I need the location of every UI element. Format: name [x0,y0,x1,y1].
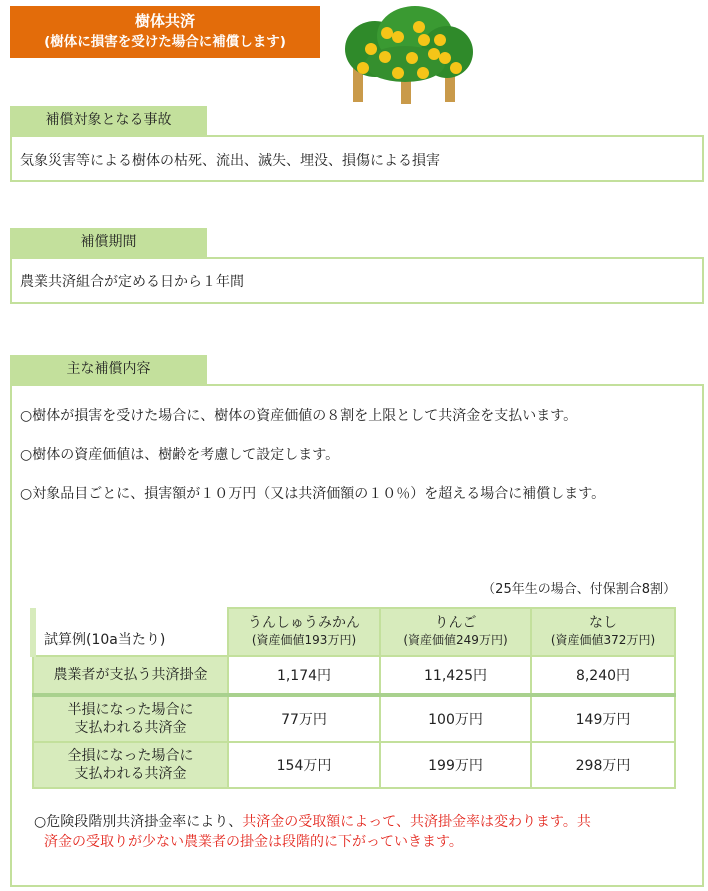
column-header-pear [531,608,675,656]
accident-text: 気象災害等による樹体の枯死、流出、滅失、埋没、損傷による損害 [20,153,440,169]
page-subtitle: (樹体に損害を受けた場合に補償します) [44,34,286,50]
table-note: （25年生の場合、付保割合8割） [482,582,676,597]
accident-box [10,135,704,182]
row-label-line1: 全損になった場合に [67,748,194,764]
table-cell: 11,425円 [380,656,531,695]
row-label [33,695,228,742]
table-row [33,695,675,742]
row-label-line2: 支払われる共済金 [74,766,187,782]
column-name: なし [589,615,617,631]
table-row [33,656,675,695]
row-label-line1: 半損になった場合に [67,702,194,718]
column-header-apple [380,608,531,656]
tab-accident: 補償対象となる事故 [10,106,207,135]
table-cell: 154万円 [228,742,380,788]
column-sub: (資産価値193万円) [251,633,357,647]
column-header-mikan [228,608,380,656]
table-corner-label: 試算例(10a当たり) [33,608,228,656]
table-cell: 100万円 [380,695,531,742]
period-text: 農業共済組合が定める日から１年間 [20,274,244,290]
tab-content: 主な補償内容 [10,355,207,384]
content-bullet-2: ○樹体の資産価値は、樹齢を考慮して設定します。 [20,447,340,463]
table-row [33,742,675,788]
column-sub: (資産価値372万円) [550,633,656,647]
table-cell: 1,174円 [228,656,380,695]
row-label: 農業者が支払う共済掛金 [33,656,228,695]
warning-red-line2: 済金の受取りが少ない農業者の掛金は段階的に下がっていきます。 [44,834,463,850]
content-bullet-1: ○樹体が損害を受けた場合に、樹体の資産価値の８割を上限として共済金を支払います。 [20,408,578,424]
content-bullet-3: ○対象品目ごとに、損害額が１０万円（又は共済価額の１０％）を超える場合に補償します。 [20,486,606,502]
fruit-trees-illustration [335,4,480,104]
row-label [33,742,228,788]
premium-rate-warning [34,812,684,852]
page-title-banner [10,6,320,58]
page-title: 樹体共済 [134,12,195,30]
warning-prefix: ○危険段階別共済掛金率により、 [34,814,243,830]
column-name: りんご [434,615,477,631]
period-box [10,257,704,304]
table-cell: 199万円 [380,742,531,788]
column-name: うんしゅうみかん [248,615,360,631]
table-cell: 8,240円 [531,656,675,695]
table-cell: 149万円 [531,695,675,742]
warning-red-line1: 共済金の受取額によって、共済掛金率は変わります。共 [242,814,591,830]
table-cell: 298万円 [531,742,675,788]
calculation-table [30,607,676,789]
table-cell: 77万円 [228,695,380,742]
tab-period: 補償期間 [10,228,207,257]
row-label-line2: 支払われる共済金 [74,720,187,736]
column-sub: (資産価値249万円) [403,633,508,647]
